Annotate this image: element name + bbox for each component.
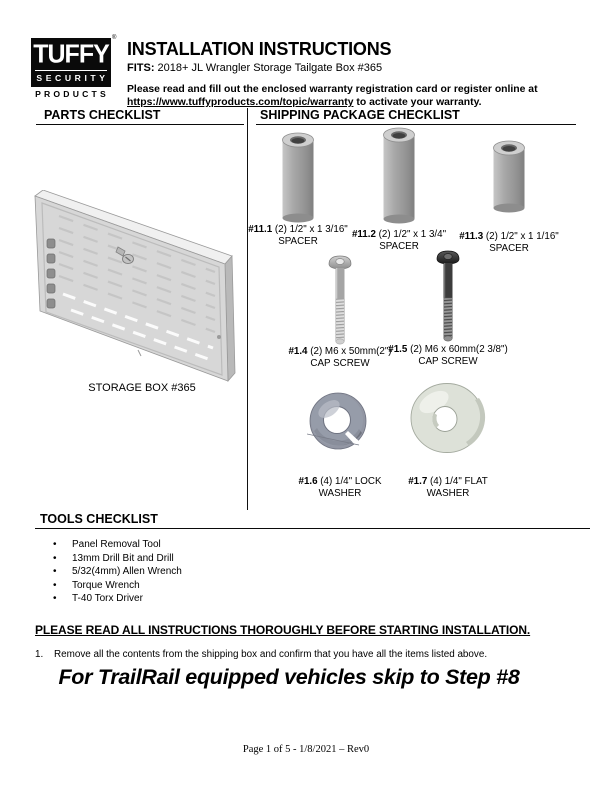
tool-item: • Panel Removal Tool <box>53 538 182 552</box>
part-label-11-1: #11.1 (2) 1/2" x 1 3/16" SPACER <box>248 224 348 247</box>
registered-trademark-icon: ® <box>112 35 117 41</box>
fits-label: FITS: <box>127 62 155 74</box>
read-all-instructions-warning: PLEASE READ ALL INSTRUCTIONS THOROUGHLY BEFORE STARTING INSTALLATION. <box>35 623 531 637</box>
spacer-11-2-image <box>382 127 416 225</box>
storage-box-image <box>33 190 238 390</box>
tool-item: • T-40 Torx Driver <box>53 592 182 606</box>
step-1 <box>35 649 487 660</box>
parts-checklist-heading: PARTS CHECKLIST <box>36 108 244 125</box>
tuffy-logo <box>31 38 111 87</box>
storage-box-label: STORAGE BOX #365 <box>88 382 196 394</box>
part-label-1-4: #1.4 (2) M6 x 50mm(2") CAP SCREW <box>288 346 392 369</box>
logo-separator <box>35 70 107 71</box>
part-label-11-3: #11.3 (2) 1/2" x 1 1/16" SPACER <box>459 231 559 254</box>
trailrail-note: For TrailRail equipped vehicles skip to Step #8 <box>58 665 520 689</box>
part-label-11-2: #11.2 (2) 1/2" x 1 3/4" SPACER <box>351 229 447 252</box>
tool-item: • 13mm Drill Bit and Drill <box>53 552 182 566</box>
part-label-1-5: #1.5 (2) M6 x 60mm(2 3/8") CAP SCREW <box>388 344 508 367</box>
tools-checklist-heading: TOOLS CHECKLIST <box>35 512 590 529</box>
step-text: Remove all the contents from the shipping box and confirm that you have all the items listed above. <box>54 649 488 660</box>
fits-text: 2018+ JL Wrangler Storage Tailgate Box #365 <box>154 62 383 74</box>
step-number: 1. <box>35 649 44 660</box>
warranty-pre-text: Please read and fill out the enclosed warranty registration card or register online at <box>127 84 538 95</box>
tools-list <box>53 538 182 606</box>
logo-products-text: PRODUCTS <box>35 89 109 99</box>
column-divider <box>247 108 248 510</box>
cap-screw-1-4-image <box>326 254 354 345</box>
part-label-1-6: #1.6 (4) 1/4" LOCK WASHER <box>298 476 382 499</box>
warranty-post-text: to activate your warranty. <box>353 97 482 108</box>
warranty-note <box>127 83 577 109</box>
shipping-checklist-heading: SHIPPING PACKAGE CHECKLIST <box>256 108 576 125</box>
tool-item: • 5/32(4mm) Allen Wrench <box>53 565 182 579</box>
warranty-link[interactable]: https://www.tuffyproducts.com/topic/warranty <box>127 97 354 108</box>
part-label-1-7: #1.7 (4) 1/4" FLAT WASHER <box>408 476 488 499</box>
lock-washer-image <box>307 391 371 455</box>
logo-security-text: SECURITY <box>36 73 109 83</box>
logo-wordmark: TUFFY <box>33 39 109 69</box>
cap-screw-1-5-image <box>434 249 462 342</box>
spacer-11-3-image <box>492 140 526 213</box>
fits-line <box>127 62 382 74</box>
tool-item: • Torque Wrench <box>53 579 182 593</box>
spacer-11-1-image <box>281 132 315 224</box>
flat-washer-image <box>409 382 487 458</box>
page-footer: Page 1 of 5 - 1/8/2021 – Rev0 <box>242 744 370 755</box>
page-title: INSTALLATION INSTRUCTIONS <box>127 39 392 59</box>
